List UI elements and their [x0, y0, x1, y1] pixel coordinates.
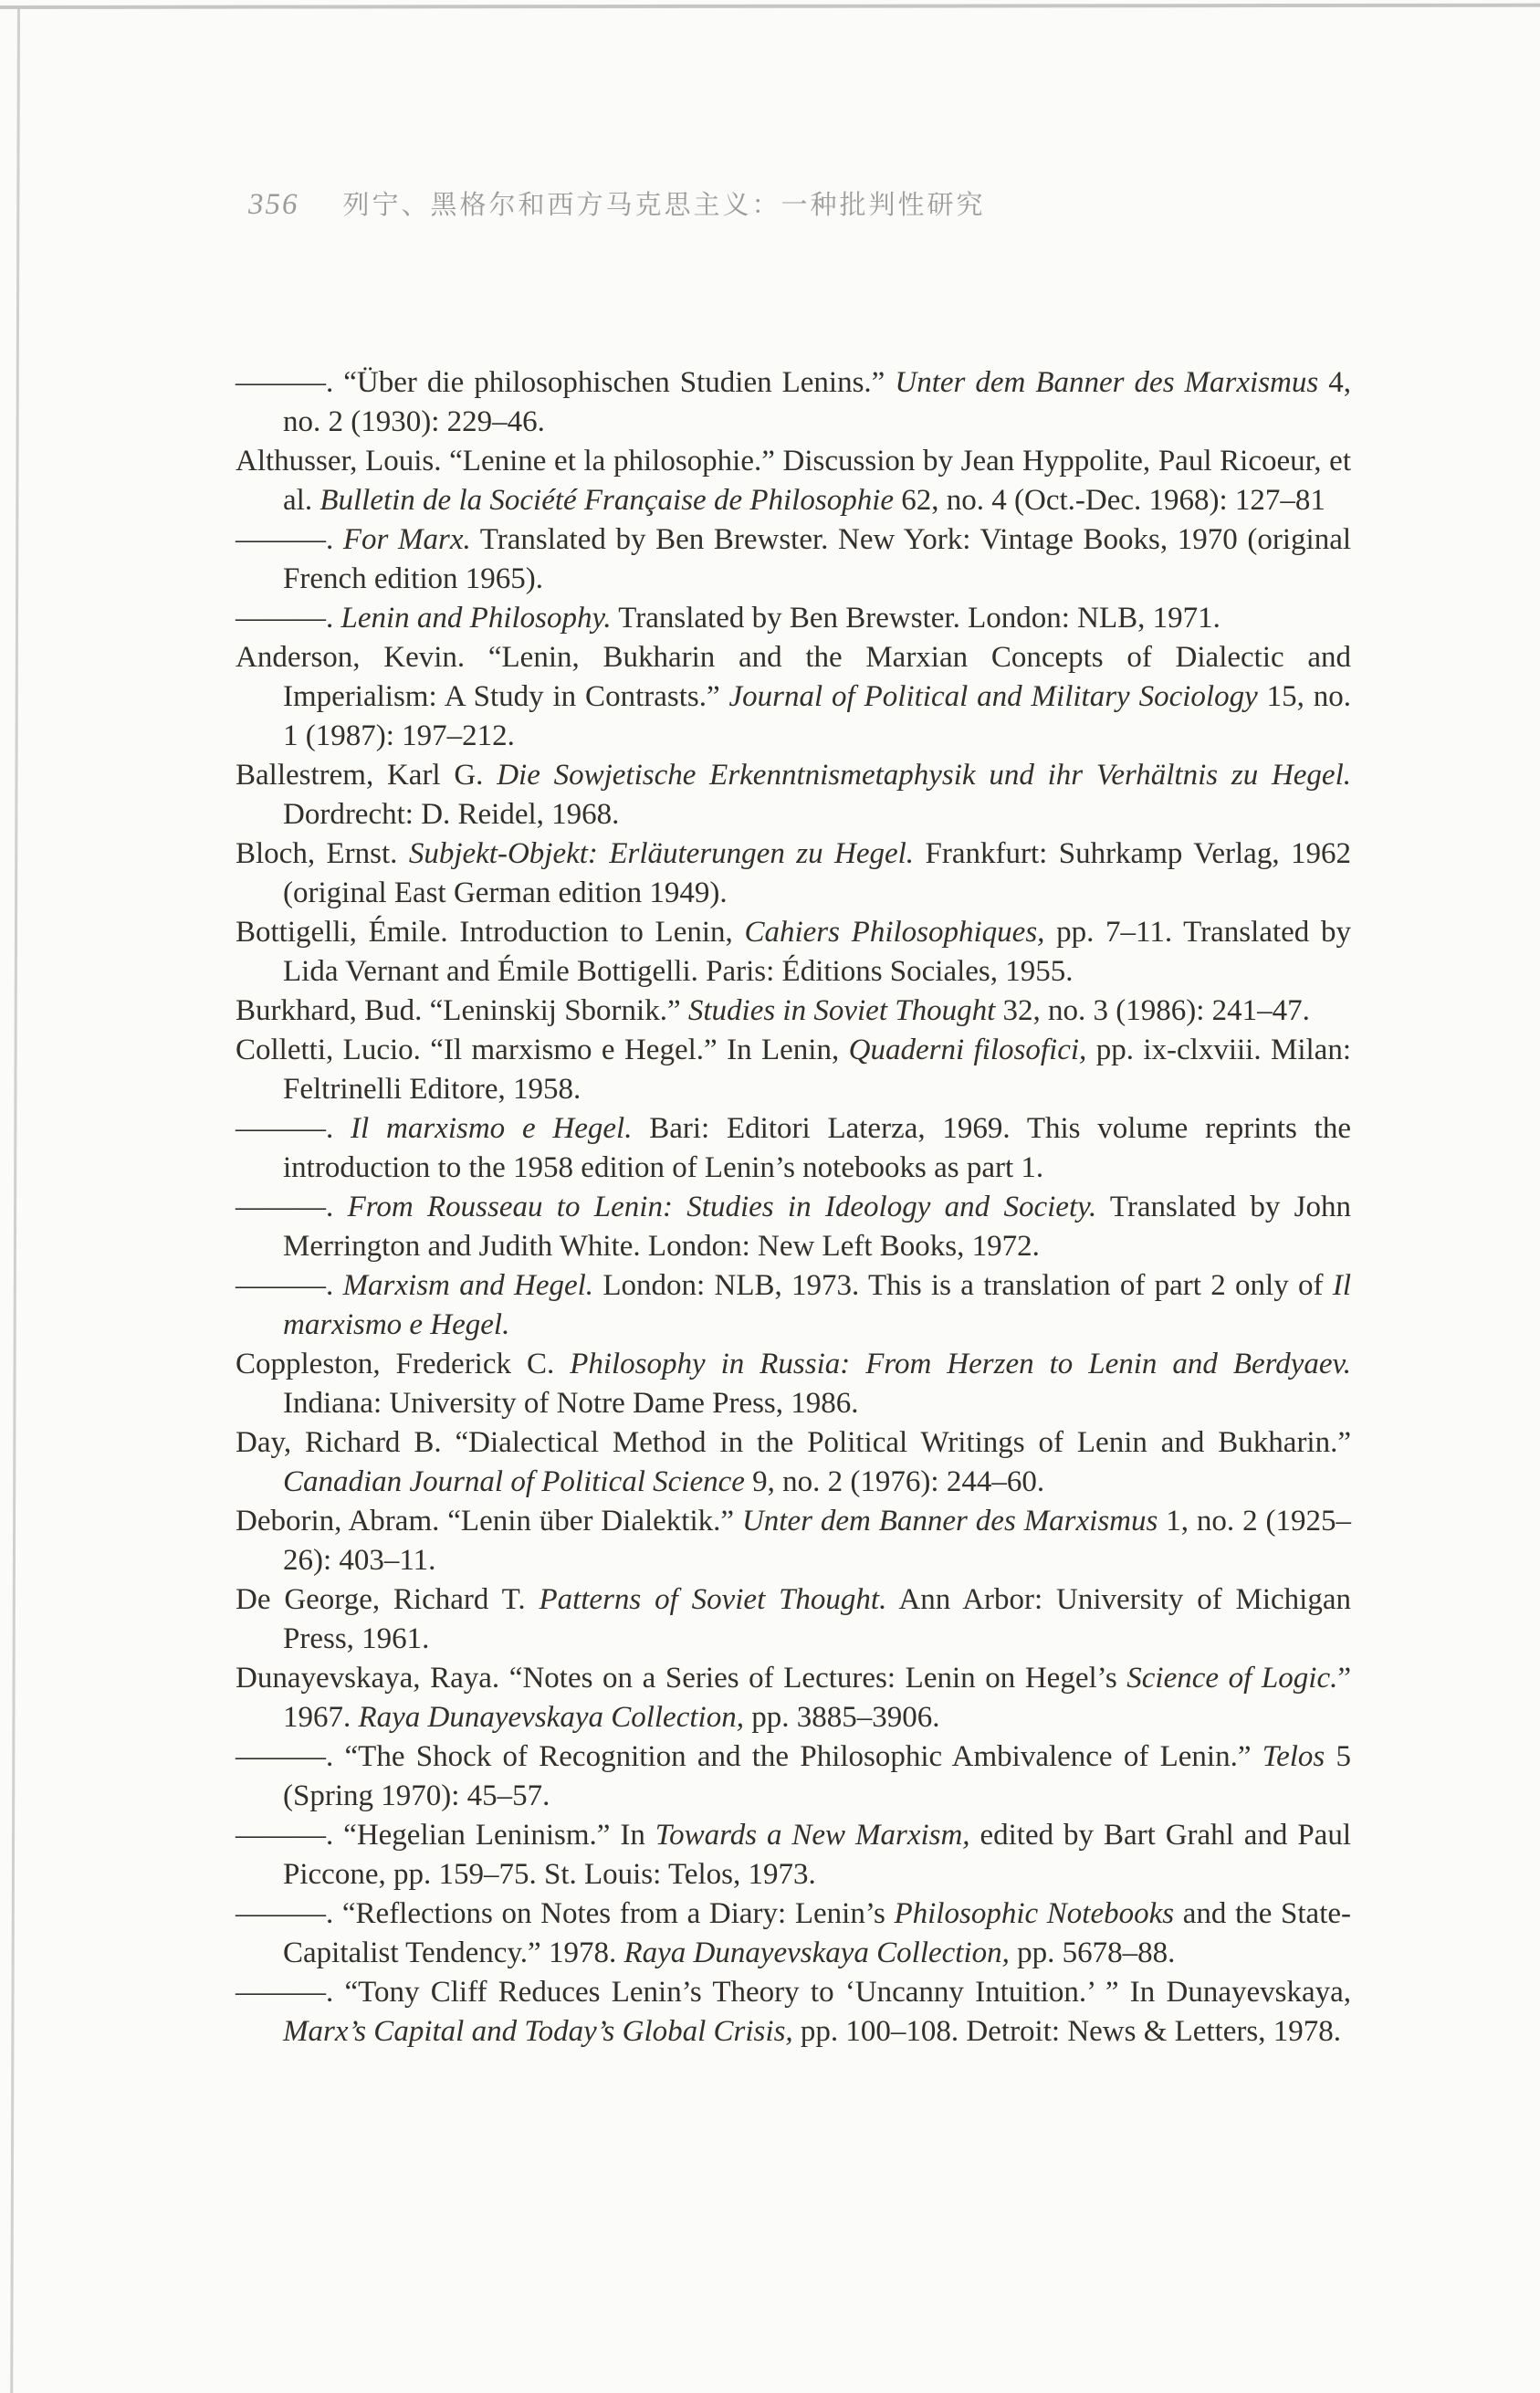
entry-title-segment: Studies in Soviet Thought: [687, 994, 996, 1027]
entry-text-segment: ———. “Über die philosophischen Studien Lenins.”: [236, 366, 896, 399]
entry-text-segment: ———.: [236, 1269, 343, 1302]
bibliography-entry: [236, 1345, 1351, 1423]
entry-text-segment: 15, no. 1 (1987): 197–212.: [283, 680, 1351, 752]
entry-text-segment: ” 1967.: [283, 1662, 1352, 1734]
entry-text-segment: pp. 3885–3906.: [743, 1701, 940, 1734]
entry-text-segment: Frankfurt: Suhrkamp Verlag, 1962 (original East German edition 1949).: [283, 837, 1352, 909]
bibliography-entry: [236, 1816, 1351, 1894]
entry-title-segment: Raya Dunayevskaya Collection,: [358, 1701, 744, 1734]
running-title: 列宁、黑格尔和西方马克思主义：一种批判性研究: [342, 191, 986, 220]
bibliography-entry: [236, 442, 1351, 520]
entry-text-segment: pp. 7–11. Translated by Lida Vernant and Émile Bottigelli. Paris: Éditions Sociales, 1955.: [283, 916, 1351, 988]
entry-title-segment: Science of Logic.: [1126, 1662, 1338, 1695]
bibliography-entry: [236, 1266, 1351, 1345]
entry-text-segment: Bari: Editori Laterza, 1969. This volume reprints the introduction to the 1958 edition of Lenin’s notebooks as part 1.: [283, 1112, 1351, 1184]
entry-text-segment: 1, no. 2 (1925–26): 403–11.: [283, 1505, 1351, 1577]
entry-text-segment: and the State-Capitalist Tendency.” 1978.: [283, 1897, 1352, 1969]
entry-text-segment: Althusser, Louis. “Lenine et la philosophie.” Discussion by Jean Hyppolite, Paul Ricoeur, et al.: [236, 445, 1351, 517]
bibliography-entry: [236, 1659, 1351, 1737]
entry-text-segment: Translated by Ben Brewster. New York: Vintage Books, 1970 (original French edition 1965).: [283, 523, 1352, 595]
entry-title-segment: Philosophic Notebooks: [894, 1897, 1175, 1930]
bibliography-list: [236, 363, 1351, 2052]
bibliography-entry: [236, 1423, 1351, 1502]
entry-text-segment: Colletti, Lucio. “Il marxismo e Hegel.” In Lenin,: [236, 1034, 849, 1066]
entry-text-segment: London: NLB, 1973. This is a translation of part 2 only of: [593, 1269, 1333, 1302]
entry-text-segment: Burkhard, Bud. “Leninskij Sbornik.”: [236, 994, 688, 1027]
entry-title-segment: Bulletin de la Société Française de Philosophie: [320, 484, 895, 517]
entry-text-segment: pp. ix-clxviii. Milan: Feltrinelli Editore, 1958.: [283, 1034, 1351, 1106]
entry-text-segment: Day, Richard B. “Dialectical Method in the Political Writings of Lenin and Bukharin.”: [236, 1426, 1351, 1459]
entry-text-segment: Dordrecht: D. Reidel, 1968.: [283, 798, 620, 831]
bibliography-entry: [236, 1188, 1351, 1266]
entry-text-segment: ———. “Hegelian Leninism.” In: [236, 1819, 655, 1852]
entry-title-segment: Quaderni filosofici,: [848, 1034, 1087, 1066]
entry-text-segment: 4, no. 2 (1930): 229–46.: [283, 366, 1351, 438]
entry-text-segment: ———.: [236, 602, 341, 635]
entry-text-segment: Dunayevskaya, Raya. “Notes on a Series of Lectures: Lenin on Hegel’s: [236, 1662, 1127, 1695]
entry-title-segment: Raya Dunayevskaya Collection,: [623, 1936, 1010, 1969]
entry-title-segment: Subjekt-Objekt: Erläuterungen zu Hegel.: [408, 837, 915, 870]
page-edge-top: [0, 4, 1540, 9]
bibliography-entry: [236, 1109, 1351, 1188]
entry-text-segment: 62, no. 4 (Oct.-Dec. 1968): 127–81: [894, 484, 1325, 517]
entry-title-segment: Marxism and Hegel.: [342, 1269, 594, 1302]
entry-title-segment: Telos: [1262, 1740, 1325, 1773]
entry-text-segment: Translated by John Merrington and Judith White. London: New Left Books, 1972.: [283, 1191, 1352, 1263]
entry-text-segment: Translated by Ben Brewster. London: NLB, 1971.: [611, 602, 1220, 635]
entry-title-segment: Il marxismo e Hegel.: [351, 1112, 633, 1145]
bibliography-entry: [236, 1973, 1351, 2052]
entry-title-segment: For Marx.: [342, 523, 471, 556]
entry-text-segment: Anderson, Kevin. “Lenin, Bukharin and the Marxian Concepts of Dialectic and Imperialism: A Study in Contrasts.”: [236, 641, 1351, 713]
entry-text-segment: Coppleston, Frederick C.: [236, 1348, 571, 1380]
entry-text-segment: 9, no. 2 (1976): 244–60.: [744, 1465, 1045, 1498]
entry-text-segment: Bottigelli, Émile. Introduction to Lenin,: [236, 916, 745, 949]
bibliography-entry: [236, 834, 1351, 913]
entry-text-segment: Indiana: University of Notre Dame Press, 1986.: [283, 1387, 859, 1420]
bibliography-entry: [236, 1031, 1351, 1109]
entry-title-segment: Die Sowjetische Erkenntnismetaphysik und ihr Verhältnis zu Hegel.: [497, 759, 1351, 792]
entry-text-segment: ———. “The Shock of Recognition and the Philosophic Ambivalence of Lenin.”: [236, 1740, 1262, 1773]
bibliography-entry: [236, 1737, 1351, 1816]
page-number: 356: [248, 188, 299, 221]
entry-text-segment: edited by Bart Grahl and Paul Piccone, pp. 159–75. St. Louis: Telos, 1973.: [283, 1819, 1351, 1891]
entry-title-segment: Il marxismo e Hegel.: [283, 1269, 1351, 1341]
entry-text-segment: Deborin, Abram. “Lenin über Dialektik.”: [236, 1505, 742, 1538]
bibliography-entry: [236, 992, 1351, 1031]
entry-text-segment: Ann Arbor: University of Michigan Press, 1961.: [283, 1583, 1351, 1655]
entry-title-segment: Unter dem Banner des Marxismus: [895, 366, 1319, 399]
entry-text-segment: 5 (Spring 1970): 45–57.: [283, 1740, 1352, 1812]
entry-text-segment: 32, no. 3 (1986): 241–47.: [995, 994, 1310, 1027]
bibliography-entry: [236, 1502, 1351, 1580]
entry-title-segment: Patterns of Soviet Thought.: [539, 1583, 887, 1616]
entry-title-segment: Unter dem Banner des Marxismus: [741, 1505, 1158, 1538]
entry-text-segment: pp. 100–108. Detroit: News & Letters, 1978.: [792, 2015, 1342, 2048]
entry-title-segment: Marx’s Capital and Today’s Global Crisis,: [283, 2015, 793, 2048]
entry-text-segment: pp. 5678–88.: [1009, 1936, 1176, 1969]
entry-text-segment: ———.: [236, 1191, 348, 1223]
entry-title-segment: Canadian Journal of Political Science: [283, 1465, 745, 1498]
bibliography-entry: [236, 913, 1351, 992]
bibliography-entry: [236, 756, 1351, 834]
entry-text-segment: ———.: [236, 523, 343, 556]
bibliography-entry: [236, 520, 1351, 599]
bibliography-entry: [236, 1580, 1351, 1659]
entry-text-segment: ———. “Tony Cliff Reduces Lenin’s Theory to ‘Uncanny Intuition.’ ” In Dunayevskaya,: [236, 1976, 1351, 2009]
bibliography-entry: [236, 1894, 1351, 1973]
page-edge-left: [10, 8, 20, 2393]
entry-title-segment: Journal of Political and Military Sociology: [728, 680, 1258, 713]
entry-text-segment: ———. “Reflections on Notes from a Diary: Lenin’s: [236, 1897, 895, 1930]
entry-text-segment: Ballestrem, Karl G.: [236, 759, 498, 792]
entry-title-segment: Lenin and Philosophy.: [340, 602, 612, 635]
entry-title-segment: Philosophy in Russia: From Herzen to Lenin and Berdyaev.: [570, 1348, 1351, 1380]
entry-title-segment: Cahiers Philosophiques,: [744, 916, 1045, 949]
bibliography-entry: [236, 638, 1351, 756]
entry-title-segment: From Rousseau to Lenin: Studies in Ideology and Society.: [347, 1191, 1097, 1223]
entry-text-segment: De George, Richard T.: [236, 1583, 540, 1616]
entry-title-segment: Towards a New Marxism,: [655, 1819, 970, 1852]
entry-text-segment: ———.: [236, 1112, 351, 1145]
entry-text-segment: Bloch, Ernst.: [236, 837, 409, 870]
bibliography-entry: [236, 599, 1351, 638]
bibliography-entry: [236, 363, 1351, 442]
running-header: [248, 184, 1353, 222]
